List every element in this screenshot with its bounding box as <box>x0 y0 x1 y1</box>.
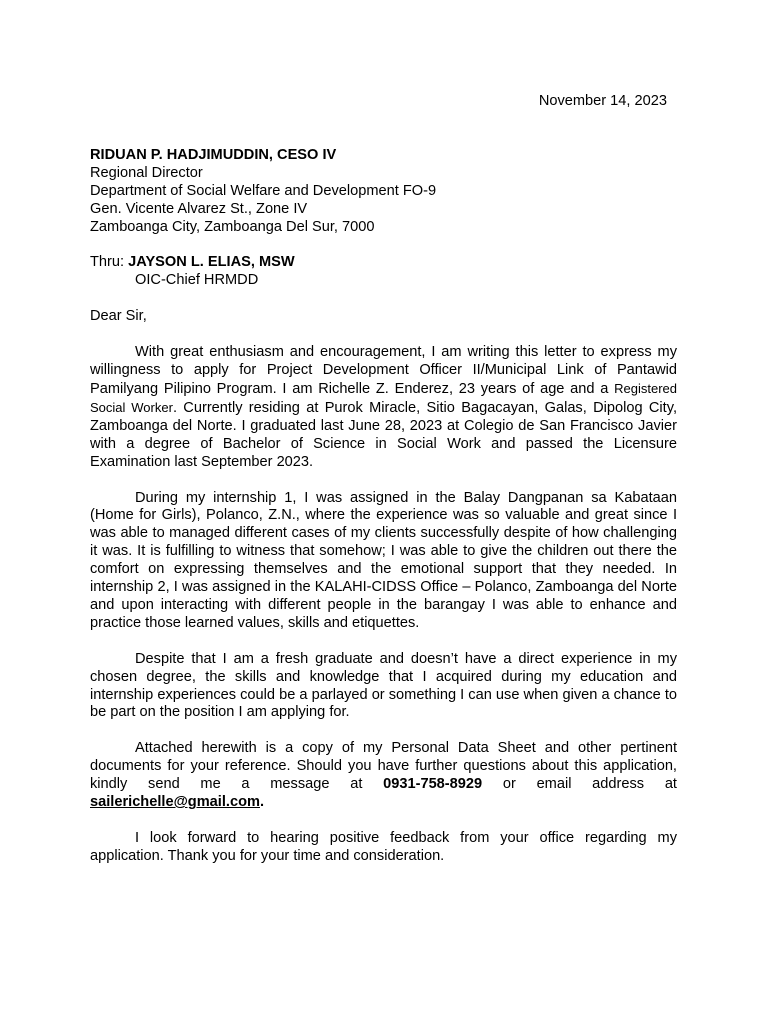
paragraph-closing: I look forward to hearing positive feedback from your office regarding my application. Thank you for your time and consideration. <box>90 830 677 864</box>
phone-number: 0931-758-8929 <box>383 776 483 793</box>
thru-name: JAYSON L. ELIAS, MSW <box>128 254 295 271</box>
thru-block <box>90 254 677 290</box>
contact-period: . <box>259 794 265 811</box>
recipient-org: Department of Social Welfare and Development FO-9 <box>90 182 437 199</box>
letter-date: November 14, 2023 <box>538 93 667 109</box>
paragraph-graduate: Despite that I am a fresh graduate and doesn’t have a direct experience in my chosen degree, the skills and knowledge that I acquired during my education and internship experiences could be a parlayed or something I can use when given a chance to be part on the position I am applying for. <box>90 650 677 721</box>
recipient-street: Gen. Vicente Alvarez St., Zone IV <box>90 200 308 217</box>
letter-page <box>90 93 677 866</box>
recipient-title: Regional Director <box>90 164 203 181</box>
paragraph-internship: During my internship 1, I was assigned in the Balay Dangpanan sa Kabataan (Home for Girls), Polanco, Z.N., where the experience was so valuable and great since I was able to managed different cases of my clients successfully despite of how challenging it was. It is fulfilling to witness that somehow; I was able to give the children out there the comfort on expressing themselves and the emotional support that they needed. In internship 2, I was assigned in the KALAHI-CIDSS Office – Polanco, Zamboanga del Norte and upon interacting with different people in the barangay I was able to enhance and practice those learned values, skills and etiquettes. <box>90 489 677 631</box>
paragraph-intro-text: With great enthusiasm and encouragement, I am writing this letter to express my willingness to apply for Project Development Officer II/Municipal Link of Pantawid Pamilyang Pilipino Program. I am Richelle Z. Enderez, 23 years of age and a <box>90 344 677 397</box>
registered-social-worker-text: Registered Social Worker <box>90 380 677 415</box>
thru-prefix: Thru: <box>90 254 125 271</box>
paragraph-contact-text-2: or email address at <box>502 776 677 793</box>
email-link[interactable]: sailerichelle@gmail.com <box>90 794 260 811</box>
recipient-block <box>90 147 677 237</box>
paragraph-intro <box>90 344 677 471</box>
salutation: Dear Sir, <box>90 308 147 325</box>
recipient-city: Zamboanga City, Zamboanga Del Sur, 7000 <box>90 218 375 235</box>
paragraph-contact-text: Attached herewith is a copy of my Personal Data Sheet and other pertinent documents for your reference. Should you have further questions about this application, kindly send me a message at <box>90 740 677 793</box>
paragraph-contact <box>90 740 677 812</box>
recipient-name: RIDUAN P. HADJIMUDDIN, CESO IV <box>90 146 337 163</box>
thru-title: OIC-Chief HRMDD <box>135 272 259 289</box>
paragraph-intro-text-2: . Currently residing at Purok Miracle, Sitio Bagacayan, Galas, Dipolog City, Zamboanga del Norte. I graduated last June 28, 2023 at Colegio de San Francisco Javier with a degree of Bachelor of Science in Social Work and passed the Licensure Examination last September 2023. <box>90 399 677 470</box>
